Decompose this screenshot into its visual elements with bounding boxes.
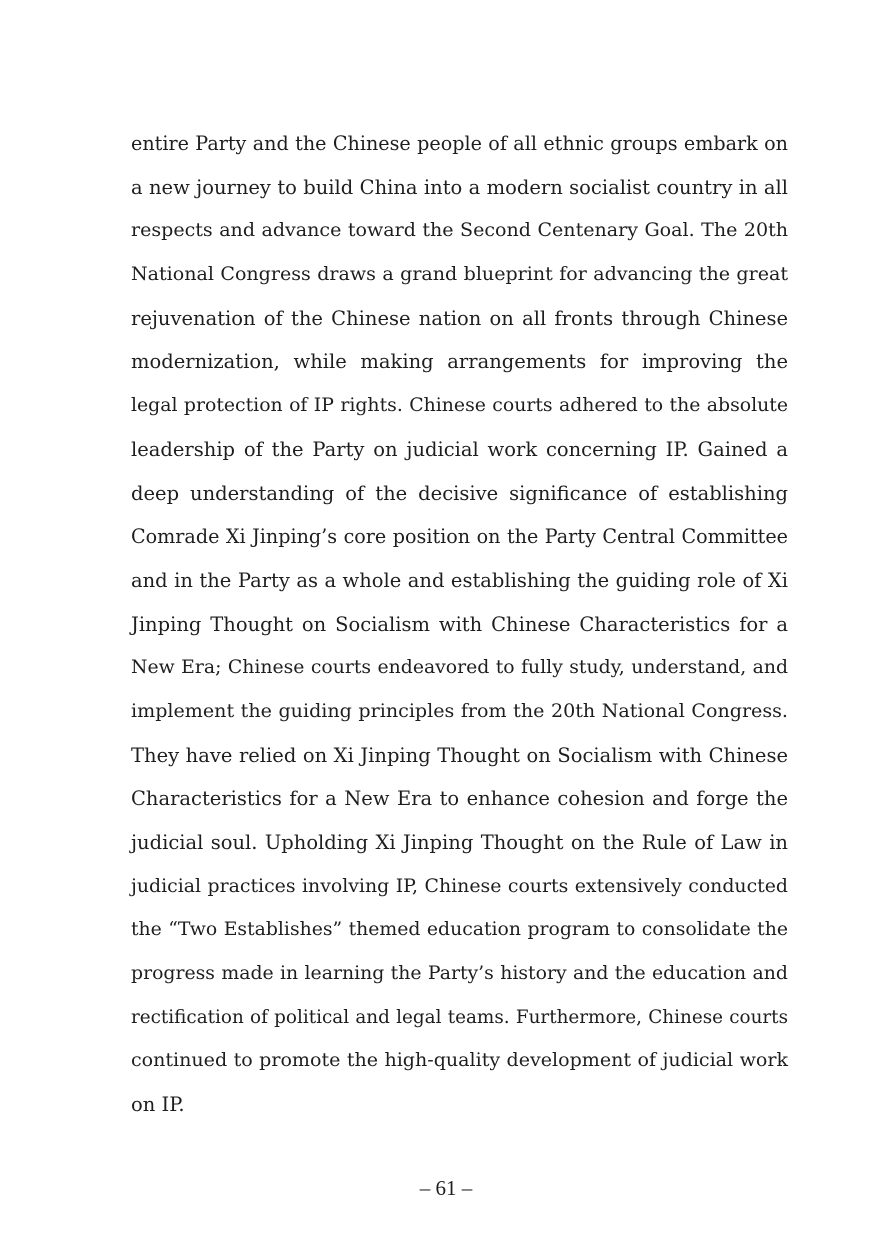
paragraph-line: a new journey to build China into a modern socialist country in all xyxy=(131,175,788,199)
paragraph-line: and in the Party as a whole and establishing the guiding role of Xi xyxy=(131,568,788,592)
paragraph-line: rejuvenation of the Chinese nation on all fronts through Chinese xyxy=(131,306,788,330)
paragraph-line: New Era; Chinese courts endeavored to fully study, understand, and xyxy=(131,657,788,679)
paragraph-line: legal protection of IP rights. Chinese courts adhered to the absolute xyxy=(131,395,788,417)
paragraph-line: modernization, while making arrangements for improving the xyxy=(131,350,788,374)
paragraph-line: the “Two Establishes” themed education program to consolidate the xyxy=(131,919,788,941)
paragraph-line: continued to promote the high-quality development of judicial work xyxy=(131,1049,788,1072)
paragraph-line: Comrade Xi Jinping’s core position on the Party Central Committee xyxy=(131,525,788,549)
paragraph-line: respects and advance toward the Second Centenary Goal. The 20th xyxy=(131,219,788,242)
paragraph-line: Characteristics for a New Era to enhance cohesion and forge the xyxy=(131,787,788,811)
paragraph-line: on IP. xyxy=(131,1093,185,1117)
paragraph-line: deep understanding of the decisive significance of establishing xyxy=(131,481,788,505)
body-paragraph xyxy=(131,122,788,1127)
paragraph-line: rectification of political and legal teams. Furthermore, Chinese courts xyxy=(131,1006,788,1028)
paragraph-line: entire Party and the Chinese people of all ethnic groups embark on xyxy=(131,132,788,155)
paragraph-line: They have relied on Xi Jinping Thought on Socialism with Chinese xyxy=(131,743,788,767)
paragraph-line: Jinping Thought on Socialism with Chinese Characteristics for a xyxy=(131,612,788,636)
paragraph-line: judicial practices involving IP, Chinese courts extensively conducted xyxy=(131,874,788,897)
paragraph-line: implement the guiding principles from the 20th National Congress. xyxy=(131,699,788,722)
paragraph-line: judicial soul. Upholding Xi Jinping Thought on the Rule of Law in xyxy=(131,831,788,854)
page-number: – 61 – xyxy=(419,1176,473,1200)
paragraph-line: National Congress draws a grand blueprint for advancing the great xyxy=(131,263,788,286)
paragraph-line: progress made in learning the Party’s history and the education and xyxy=(131,963,788,985)
paragraph-line: leadership of the Party on judicial work concerning IP. Gained a xyxy=(131,437,788,461)
